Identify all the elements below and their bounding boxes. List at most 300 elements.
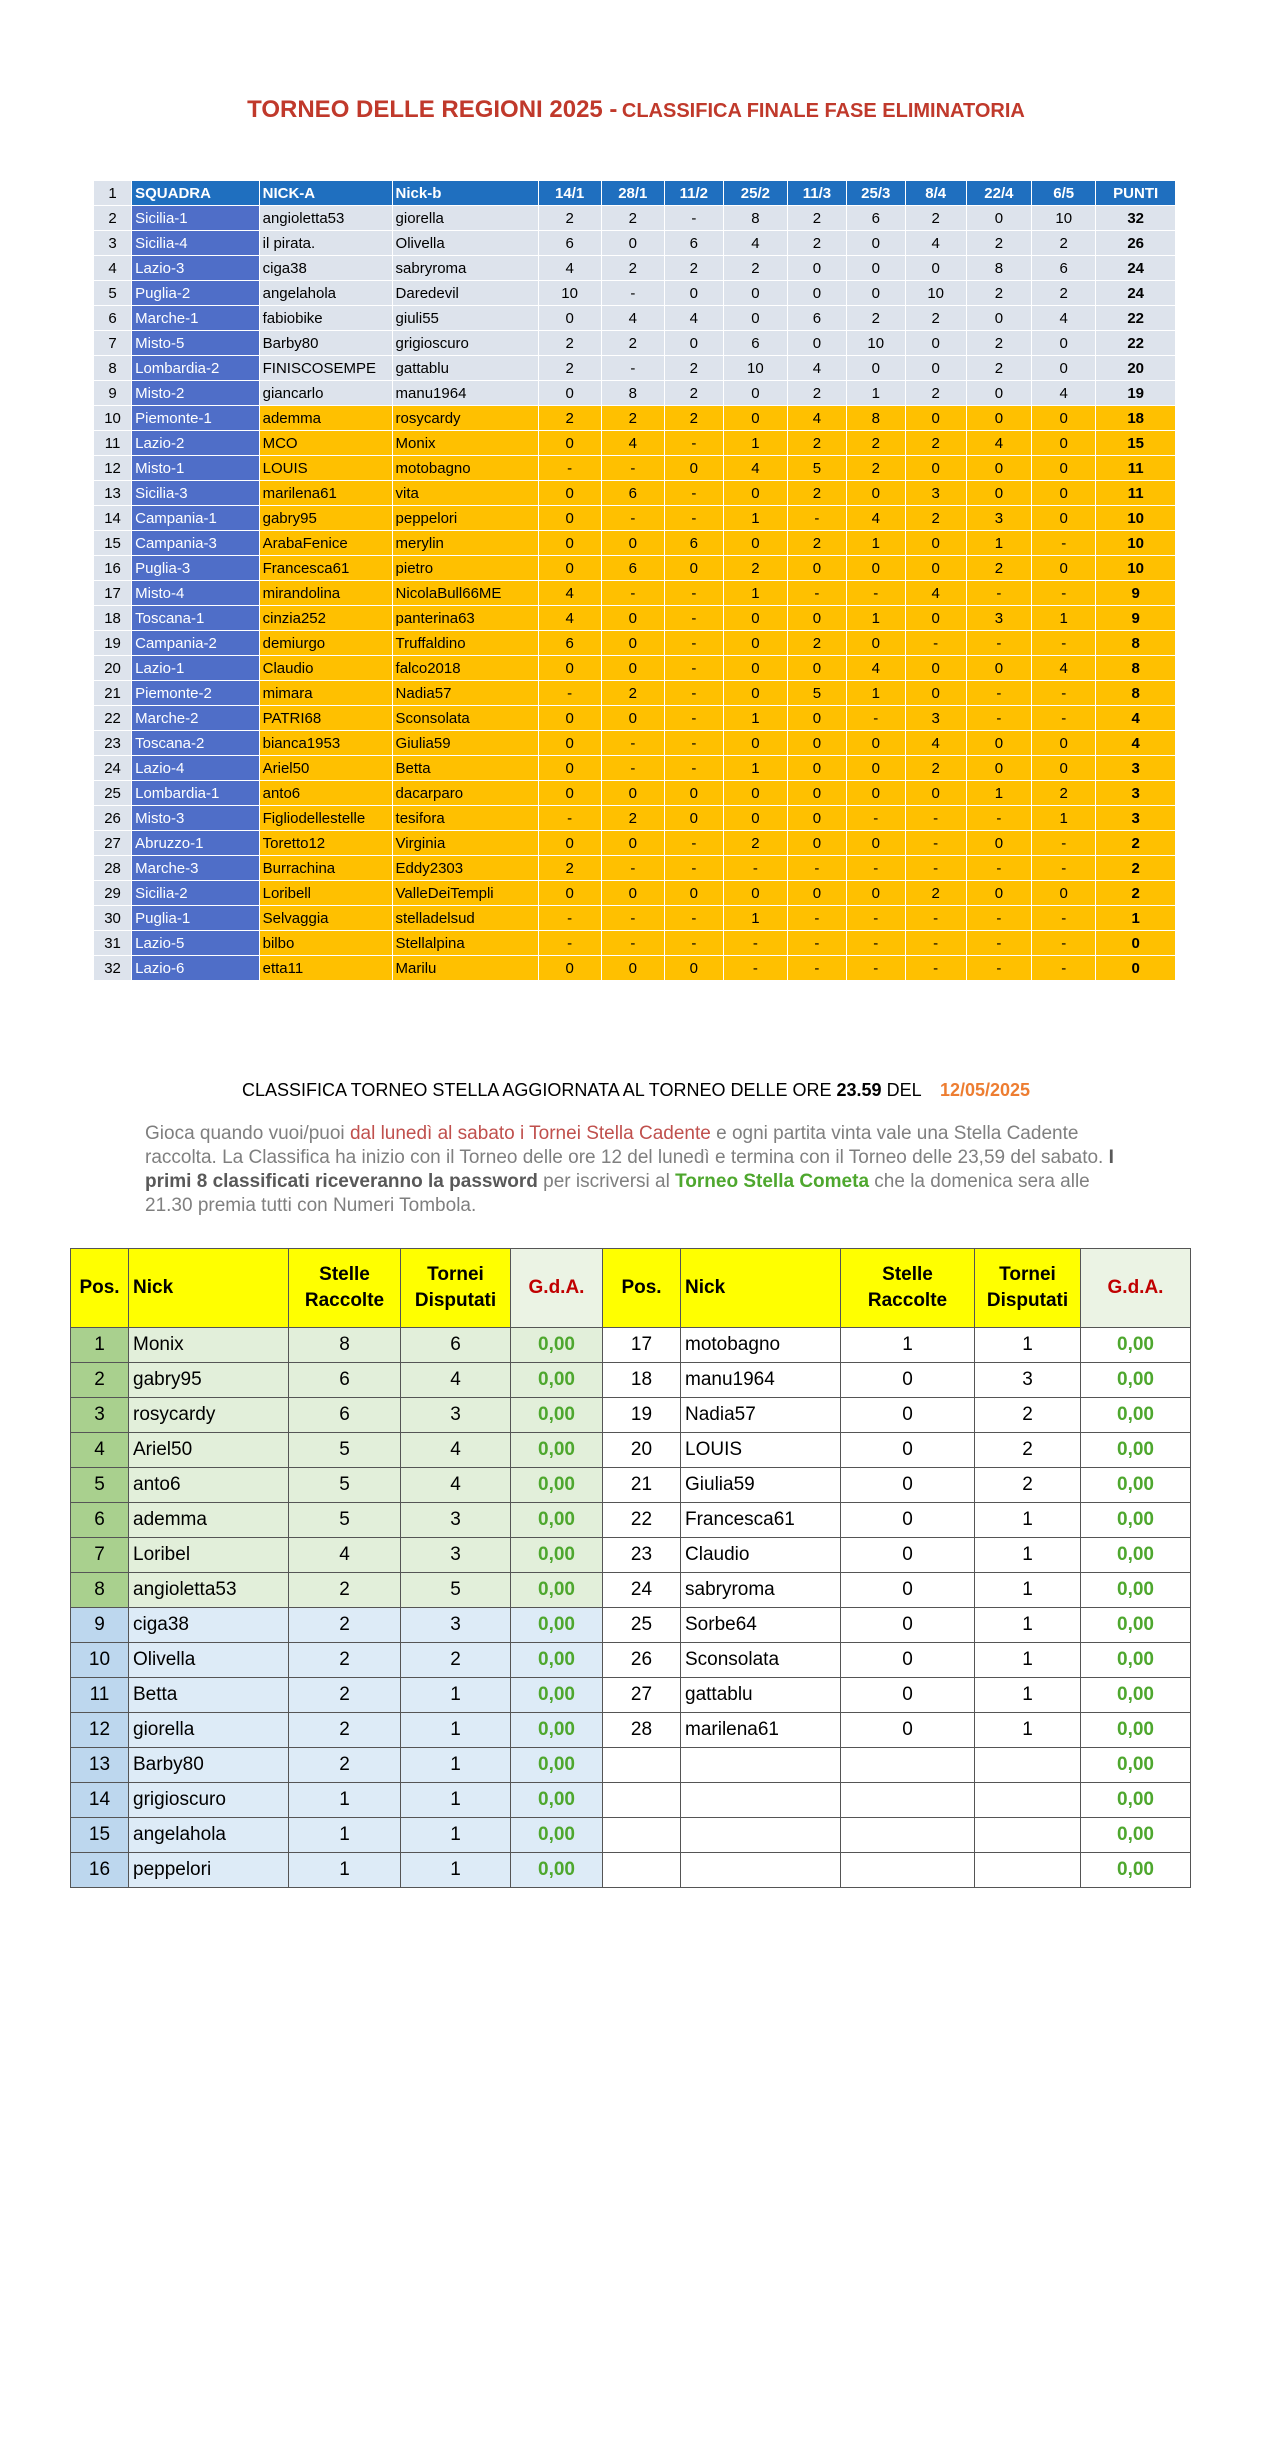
table-row: [71, 1573, 1191, 1608]
score-cell: 2: [905, 431, 966, 456]
score-cell: 2: [664, 381, 723, 406]
score-cell: 0: [723, 731, 787, 756]
score-cell: -: [905, 906, 966, 931]
nick-cell: manu1964: [681, 1363, 841, 1398]
nick-a-cell: giancarlo: [259, 381, 392, 406]
table-row: [94, 556, 1176, 581]
tornei-cell: 3: [401, 1398, 511, 1433]
nick-a-cell: ArabaFenice: [259, 531, 392, 556]
nick-cell: rosycardy: [129, 1398, 289, 1433]
gda-cell: 0,00: [1081, 1503, 1191, 1538]
stella-description: [145, 1122, 1135, 1218]
row-index: 28: [94, 856, 132, 881]
nick-cell: LOUIS: [681, 1433, 841, 1468]
tornei-cell: 3: [975, 1363, 1081, 1398]
nick-b-cell: ValleDeiTempli: [392, 881, 538, 906]
nick-b-cell: Olivella: [392, 231, 538, 256]
tornei-cell: 6: [401, 1328, 511, 1363]
nick-cell: Barby80: [129, 1748, 289, 1783]
score-cell: 2: [601, 256, 664, 281]
score-cell: -: [966, 581, 1031, 606]
score-cell: 4: [601, 431, 664, 456]
score-cell: 0: [538, 731, 601, 756]
score-cell: 0: [538, 556, 601, 581]
row-index: 14: [94, 506, 132, 531]
team-cell: Sicilia-1: [132, 206, 259, 231]
score-cell: 1: [966, 781, 1031, 806]
nick-a-cell: bilbo: [259, 931, 392, 956]
score-cell: -: [1032, 631, 1096, 656]
score-cell: 2: [966, 356, 1031, 381]
score-cell: 1: [1032, 806, 1096, 831]
score-cell: 10: [723, 356, 787, 381]
points-cell: 10: [1096, 531, 1176, 556]
score-cell: 3: [966, 606, 1031, 631]
points-cell: 3: [1096, 806, 1176, 831]
nick-b-cell: peppelori: [392, 506, 538, 531]
score-cell: -: [905, 631, 966, 656]
nick-cell: Betta: [129, 1678, 289, 1713]
nick-b-cell: motobagno: [392, 456, 538, 481]
header-stelle-line2: Raccolte: [867, 1290, 948, 1311]
tornei-cell: 3: [401, 1538, 511, 1573]
score-cell: 2: [846, 431, 905, 456]
score-cell: -: [1032, 906, 1096, 931]
nick-a-cell: Toretto12: [259, 831, 392, 856]
table-row: [94, 931, 1176, 956]
row-index: 26: [94, 806, 132, 831]
stelle-cell: [841, 1818, 975, 1853]
gda-cell: 0,00: [1081, 1783, 1191, 1818]
tornei-cell: 1: [401, 1783, 511, 1818]
points-cell: 0: [1096, 956, 1176, 981]
stella-standings-table: [70, 1248, 1191, 1888]
points-cell: 3: [1096, 781, 1176, 806]
gda-cell: 0,00: [1081, 1468, 1191, 1503]
score-cell: 2: [601, 406, 664, 431]
nick-a-cell: angioletta53: [259, 206, 392, 231]
score-cell: -: [601, 281, 664, 306]
score-cell: 0: [788, 556, 847, 581]
team-cell: Toscana-1: [132, 606, 259, 631]
stelle-cell: 5: [289, 1503, 401, 1538]
row-index: 13: [94, 481, 132, 506]
pos-cell: 24: [603, 1573, 681, 1608]
stelle-cell: 5: [289, 1433, 401, 1468]
nick-a-cell: demiurgo: [259, 631, 392, 656]
points-cell: 3: [1096, 756, 1176, 781]
gda-cell: 0,00: [511, 1608, 603, 1643]
score-cell: 1: [846, 381, 905, 406]
gda-cell: 0,00: [511, 1433, 603, 1468]
score-cell: 0: [538, 531, 601, 556]
nick-b-cell: giorella: [392, 206, 538, 231]
tornei-cell: 3: [401, 1503, 511, 1538]
score-cell: -: [846, 956, 905, 981]
table-row: [71, 1748, 1191, 1783]
stelle-cell: [841, 1853, 975, 1888]
score-cell: 0: [723, 781, 787, 806]
score-cell: 1: [846, 681, 905, 706]
score-cell: 0: [966, 656, 1031, 681]
stelle-cell: 1: [289, 1783, 401, 1818]
score-cell: -: [846, 906, 905, 931]
pos-cell: 23: [603, 1538, 681, 1573]
stelle-cell: 0: [841, 1538, 975, 1573]
table-row: [94, 656, 1176, 681]
row-index: 9: [94, 381, 132, 406]
tornei-cell: 4: [401, 1468, 511, 1503]
score-cell: 0: [846, 881, 905, 906]
score-cell: -: [1032, 856, 1096, 881]
score-cell: 2: [788, 531, 847, 556]
nick-b-cell: manu1964: [392, 381, 538, 406]
gda-cell: 0,00: [511, 1783, 603, 1818]
nick-a-cell: NICK-A: [259, 181, 392, 206]
nick-b-cell: Daredevil: [392, 281, 538, 306]
score-cell: 2: [905, 881, 966, 906]
score-cell: 0: [1032, 331, 1096, 356]
page-title: [0, 96, 1272, 124]
gda-cell: 0,00: [1081, 1678, 1191, 1713]
score-cell: 6: [601, 556, 664, 581]
score-cell: 0: [601, 531, 664, 556]
nick-b-cell: stelladelsud: [392, 906, 538, 931]
score-cell: -: [846, 706, 905, 731]
score-cell: 4: [723, 456, 787, 481]
pos-cell: [603, 1853, 681, 1888]
points-cell: 2: [1096, 881, 1176, 906]
row-index: 11: [94, 431, 132, 456]
nick-cell: ademma: [129, 1503, 289, 1538]
stelle-cell: 0: [841, 1608, 975, 1643]
score-cell: 8: [846, 406, 905, 431]
score-cell: 2: [1032, 281, 1096, 306]
score-cell: 10: [905, 281, 966, 306]
score-cell: 0: [538, 431, 601, 456]
table-header-row: [94, 181, 1176, 206]
team-cell: Misto-5: [132, 331, 259, 356]
nick-cell: [681, 1853, 841, 1888]
nick-cell: sabryroma: [681, 1573, 841, 1608]
table-row: [94, 531, 1176, 556]
title-sub: CLASSIFICA FINALE FASE ELIMINATORIA: [621, 100, 1025, 122]
points-cell: 24: [1096, 281, 1176, 306]
team-cell: Lazio-4: [132, 756, 259, 781]
team-cell: Puglia-3: [132, 556, 259, 581]
row-index: 2: [94, 206, 132, 231]
header-pos-left: Pos.: [71, 1249, 129, 1328]
nick-a-cell: mirandolina: [259, 581, 392, 606]
score-cell: 0: [846, 556, 905, 581]
score-cell: 5: [788, 681, 847, 706]
score-cell: 25/2: [723, 181, 787, 206]
score-cell: 0: [723, 406, 787, 431]
score-cell: 0: [1032, 731, 1096, 756]
nick-cell: angelahola: [129, 1818, 289, 1853]
score-cell: 0: [1032, 756, 1096, 781]
desc-part-f: Torneo Stella Cometa: [675, 1171, 870, 1192]
team-cell: Marche-3: [132, 856, 259, 881]
score-cell: 2: [905, 381, 966, 406]
score-cell: -: [664, 906, 723, 931]
gda-cell: 0,00: [511, 1853, 603, 1888]
points-cell: 1: [1096, 906, 1176, 931]
score-cell: 0: [601, 956, 664, 981]
score-cell: 0: [846, 231, 905, 256]
row-index: 15: [94, 531, 132, 556]
table-row: [94, 756, 1176, 781]
row-index: 31: [94, 931, 132, 956]
points-cell: 4: [1096, 706, 1176, 731]
table-row: [94, 856, 1176, 881]
score-cell: -: [966, 681, 1031, 706]
row-index: 24: [94, 756, 132, 781]
nick-b-cell: gattablu: [392, 356, 538, 381]
score-cell: 0: [905, 331, 966, 356]
row-index: 29: [94, 881, 132, 906]
points-cell: 18: [1096, 406, 1176, 431]
score-cell: 10: [846, 331, 905, 356]
table-row: [94, 306, 1176, 331]
tornei-cell: 2: [401, 1643, 511, 1678]
score-cell: 2: [846, 306, 905, 331]
points-cell: 24: [1096, 256, 1176, 281]
score-cell: -: [601, 756, 664, 781]
score-cell: 0: [966, 481, 1031, 506]
stelle-cell: 0: [841, 1573, 975, 1608]
row-index: 3: [94, 231, 132, 256]
score-cell: 0: [723, 631, 787, 656]
score-cell: -: [664, 431, 723, 456]
score-cell: 0: [664, 281, 723, 306]
score-cell: -: [538, 456, 601, 481]
stelle-cell: 2: [289, 1713, 401, 1748]
score-cell: 4: [846, 656, 905, 681]
score-cell: 0: [1032, 506, 1096, 531]
team-cell: Marche-1: [132, 306, 259, 331]
gda-cell: 0,00: [511, 1748, 603, 1783]
score-cell: 4: [723, 231, 787, 256]
nick-b-cell: vita: [392, 481, 538, 506]
points-cell: 2: [1096, 856, 1176, 881]
pos-cell: 12: [71, 1713, 129, 1748]
score-cell: 0: [846, 631, 905, 656]
score-cell: 0: [664, 881, 723, 906]
row-index: 22: [94, 706, 132, 731]
stelle-cell: 0: [841, 1503, 975, 1538]
score-cell: -: [723, 931, 787, 956]
nick-a-cell: marilena61: [259, 481, 392, 506]
table-row: [94, 906, 1176, 931]
nick-cell: Sorbe64: [681, 1608, 841, 1643]
score-cell: -: [966, 806, 1031, 831]
team-cell: Puglia-1: [132, 906, 259, 931]
row-index: 21: [94, 681, 132, 706]
tornei-cell: 1: [975, 1643, 1081, 1678]
pos-cell: [603, 1818, 681, 1853]
score-cell: 0: [601, 231, 664, 256]
row-index: 10: [94, 406, 132, 431]
pos-cell: 13: [71, 1748, 129, 1783]
tornei-cell: 1: [975, 1713, 1081, 1748]
score-cell: -: [664, 681, 723, 706]
nick-cell: Nadia57: [681, 1398, 841, 1433]
tornei-cell: 4: [401, 1363, 511, 1398]
score-cell: -: [788, 931, 847, 956]
score-cell: 0: [1032, 481, 1096, 506]
nick-b-cell: giuli55: [392, 306, 538, 331]
score-cell: 0: [905, 656, 966, 681]
table-row: [94, 256, 1176, 281]
score-cell: 0: [664, 456, 723, 481]
tornei-cell: 2: [975, 1468, 1081, 1503]
tornei-cell: 1: [975, 1538, 1081, 1573]
points-cell: 26: [1096, 231, 1176, 256]
header-pos-right: Pos.: [603, 1249, 681, 1328]
table-row: [94, 331, 1176, 356]
score-cell: 0: [538, 656, 601, 681]
score-cell: 0: [788, 831, 847, 856]
score-cell: -: [966, 906, 1031, 931]
stella-title-text: CLASSIFICA TORNEO STELLA AGGIORNATA AL TORNEO DELLE ORE: [241, 1080, 832, 1100]
tornei-cell: 1: [975, 1608, 1081, 1643]
score-cell: 1: [1032, 606, 1096, 631]
nick-a-cell: FINISCOSEMPE: [259, 356, 392, 381]
tornei-cell: [975, 1853, 1081, 1888]
nick-b-cell: merylin: [392, 531, 538, 556]
score-cell: -: [664, 206, 723, 231]
tornei-cell: 2: [975, 1398, 1081, 1433]
score-cell: 2: [664, 356, 723, 381]
nick-b-cell: Sconsolata: [392, 706, 538, 731]
table-row: [94, 281, 1176, 306]
row-index: 5: [94, 281, 132, 306]
score-cell: 8/4: [905, 181, 966, 206]
pos-cell: 14: [71, 1783, 129, 1818]
score-cell: 2: [664, 256, 723, 281]
team-cell: Lazio-6: [132, 956, 259, 981]
score-cell: 0: [538, 756, 601, 781]
stelle-cell: 2: [289, 1608, 401, 1643]
points-cell: 9: [1096, 606, 1176, 631]
table-row: [94, 456, 1176, 481]
score-cell: 0: [788, 706, 847, 731]
team-cell: Sicilia-4: [132, 231, 259, 256]
score-cell: 2: [966, 556, 1031, 581]
score-cell: 0: [905, 531, 966, 556]
score-cell: 6: [538, 631, 601, 656]
score-cell: 0: [905, 781, 966, 806]
score-cell: 0: [788, 256, 847, 281]
header-tornei-line2: Disputati: [986, 1290, 1069, 1311]
score-cell: 0: [664, 556, 723, 581]
score-cell: 6: [538, 231, 601, 256]
score-cell: 2: [788, 206, 847, 231]
score-cell: 0: [1032, 881, 1096, 906]
score-cell: 0: [788, 331, 847, 356]
score-cell: -: [1032, 581, 1096, 606]
score-cell: 0: [846, 281, 905, 306]
score-cell: -: [664, 856, 723, 881]
stelle-cell: 1: [841, 1328, 975, 1363]
pos-cell: 9: [71, 1608, 129, 1643]
score-cell: 4: [846, 506, 905, 531]
row-index: 12: [94, 456, 132, 481]
gda-cell: 0,00: [1081, 1853, 1191, 1888]
nick-a-cell: etta11: [259, 956, 392, 981]
gda-cell: 0,00: [1081, 1433, 1191, 1468]
nick-b-cell: Eddy2303: [392, 856, 538, 881]
score-cell: 2: [723, 256, 787, 281]
score-cell: 0: [905, 406, 966, 431]
score-cell: 0: [601, 831, 664, 856]
nick-a-cell: gabry95: [259, 506, 392, 531]
score-cell: -: [601, 506, 664, 531]
score-cell: 4: [664, 306, 723, 331]
stelle-cell: 6: [289, 1398, 401, 1433]
score-cell: 0: [846, 756, 905, 781]
nick-b-cell: Monix: [392, 431, 538, 456]
gda-cell: 0,00: [1081, 1713, 1191, 1748]
stelle-cell: 0: [841, 1643, 975, 1678]
score-cell: 4: [905, 231, 966, 256]
score-cell: 0: [601, 706, 664, 731]
nick-cell: angioletta53: [129, 1573, 289, 1608]
score-cell: 0: [905, 356, 966, 381]
stella-title-date: 12/05/2025: [939, 1080, 1031, 1100]
score-cell: -: [966, 631, 1031, 656]
table-row: [71, 1608, 1191, 1643]
title-main: TORNEO DELLE REGIONI 2025 -: [247, 96, 618, 123]
score-cell: 25/3: [846, 181, 905, 206]
score-cell: 4: [1032, 656, 1096, 681]
score-cell: 0: [846, 831, 905, 856]
nick-b-cell: Nick-b: [392, 181, 538, 206]
score-cell: 0: [1032, 406, 1096, 431]
tornei-cell: 3: [401, 1608, 511, 1643]
header-tornei-line1: Tornei: [427, 1264, 484, 1285]
gda-cell: 0,00: [1081, 1398, 1191, 1433]
score-cell: -: [664, 656, 723, 681]
score-cell: 0: [601, 606, 664, 631]
score-cell: -: [846, 806, 905, 831]
pos-cell: 5: [71, 1468, 129, 1503]
score-cell: 0: [723, 531, 787, 556]
team-cell: Campania-2: [132, 631, 259, 656]
gda-cell: 0,00: [511, 1468, 603, 1503]
gda-cell: 0,00: [1081, 1538, 1191, 1573]
table-row: [94, 356, 1176, 381]
nick-b-cell: pietro: [392, 556, 538, 581]
score-cell: 0: [723, 681, 787, 706]
pos-cell: 16: [71, 1853, 129, 1888]
nick-b-cell: Giulia59: [392, 731, 538, 756]
score-cell: 2: [1032, 781, 1096, 806]
table-row: [94, 606, 1176, 631]
score-cell: -: [664, 581, 723, 606]
score-cell: 2: [788, 431, 847, 456]
gda-cell: 0,00: [1081, 1328, 1191, 1363]
team-cell: Campania-3: [132, 531, 259, 556]
score-cell: -: [664, 831, 723, 856]
score-cell: -: [664, 481, 723, 506]
score-cell: 0: [966, 731, 1031, 756]
score-cell: 0: [664, 956, 723, 981]
tornei-cell: 1: [975, 1503, 1081, 1538]
row-index: 20: [94, 656, 132, 681]
header-stelle-left: [289, 1249, 401, 1328]
